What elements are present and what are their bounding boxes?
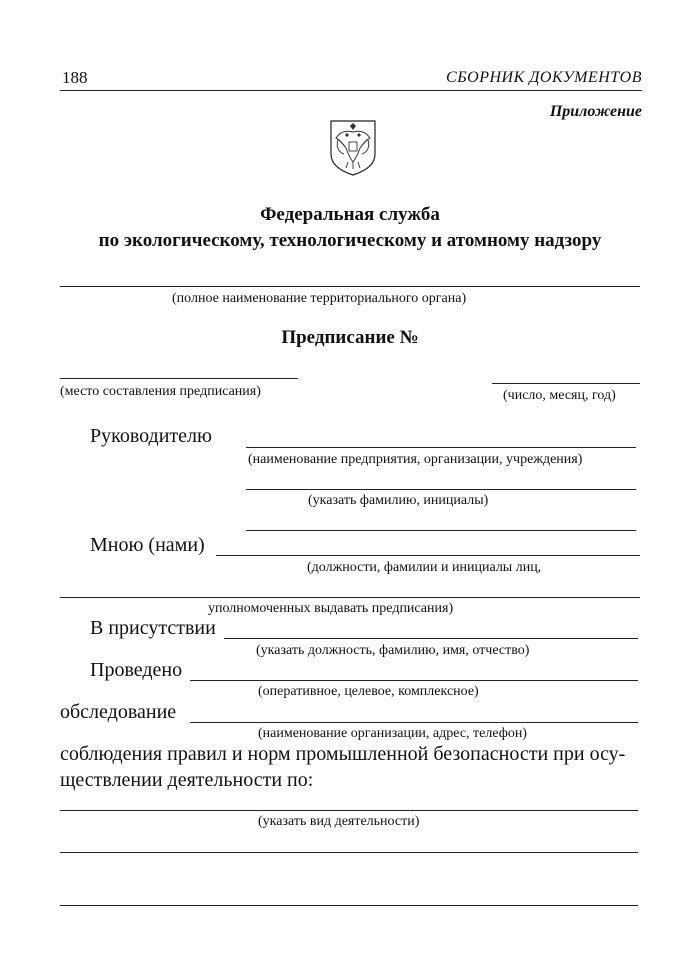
enterprise-caption: (наименование предприятия, организации, учреждения): [248, 452, 583, 467]
extra-line: [246, 530, 636, 531]
activity-line: [60, 810, 638, 811]
conducted-caption: (оперативное, целевое, комплексное): [258, 684, 479, 699]
place-caption: (место составления предписания): [60, 384, 261, 399]
inspection-line: [190, 722, 638, 723]
conducted-label: Проведено: [90, 659, 183, 681]
organization-name: Федеральная служба: [260, 204, 440, 225]
presence-line: [224, 638, 638, 639]
surname-line: [246, 489, 636, 490]
organization-name-line2: по экологическому, технологическому и атомному надзору: [98, 230, 602, 251]
compliance-text: соблюдения правил и норм промышленной безопасности при осу-: [60, 743, 626, 765]
activity-line-2: [60, 852, 638, 853]
compliance-text-line2: ществлении деятельности по:: [60, 769, 314, 791]
positions-line: [216, 555, 640, 556]
date-line: [492, 383, 640, 384]
activity-line-3: [60, 905, 638, 906]
inspection-caption: (наименование организации, адрес, телефон): [258, 726, 527, 741]
header-rule: [60, 90, 642, 91]
territorial-organ-caption: (полное наименование территориального органа): [172, 291, 467, 306]
surname-caption: (указать фамилию, инициалы): [308, 493, 489, 508]
enterprise-line: [246, 447, 636, 448]
authorized-caption: уполномоченных выдавать предписания): [208, 601, 454, 616]
presence-label: В присутствии: [90, 617, 216, 639]
appendix-label: Приложение: [549, 103, 642, 120]
prescription-title: Предписание №: [281, 327, 419, 348]
to-head-label: Руководителю: [90, 425, 212, 447]
coat-of-arms-icon: [328, 118, 378, 178]
conducted-line: [190, 680, 638, 681]
inspection-label: обследование: [60, 701, 177, 723]
collection-title: СБОРНИК ДОКУМЕНТОВ: [446, 69, 642, 86]
place-line: [60, 378, 298, 379]
positions-caption: (должности, фамилии и инициалы лиц,: [307, 560, 542, 575]
date-caption: (число, месяц, год): [503, 388, 616, 403]
by-me-label: Мною (нами): [90, 534, 205, 556]
authorized-line: [60, 597, 640, 598]
activity-caption: (указать вид деятельности): [258, 814, 420, 829]
territorial-organ-line: [60, 286, 640, 287]
presence-caption: (указать должность, фамилию, имя, отчество): [256, 643, 530, 658]
page-number: 188: [62, 68, 88, 87]
